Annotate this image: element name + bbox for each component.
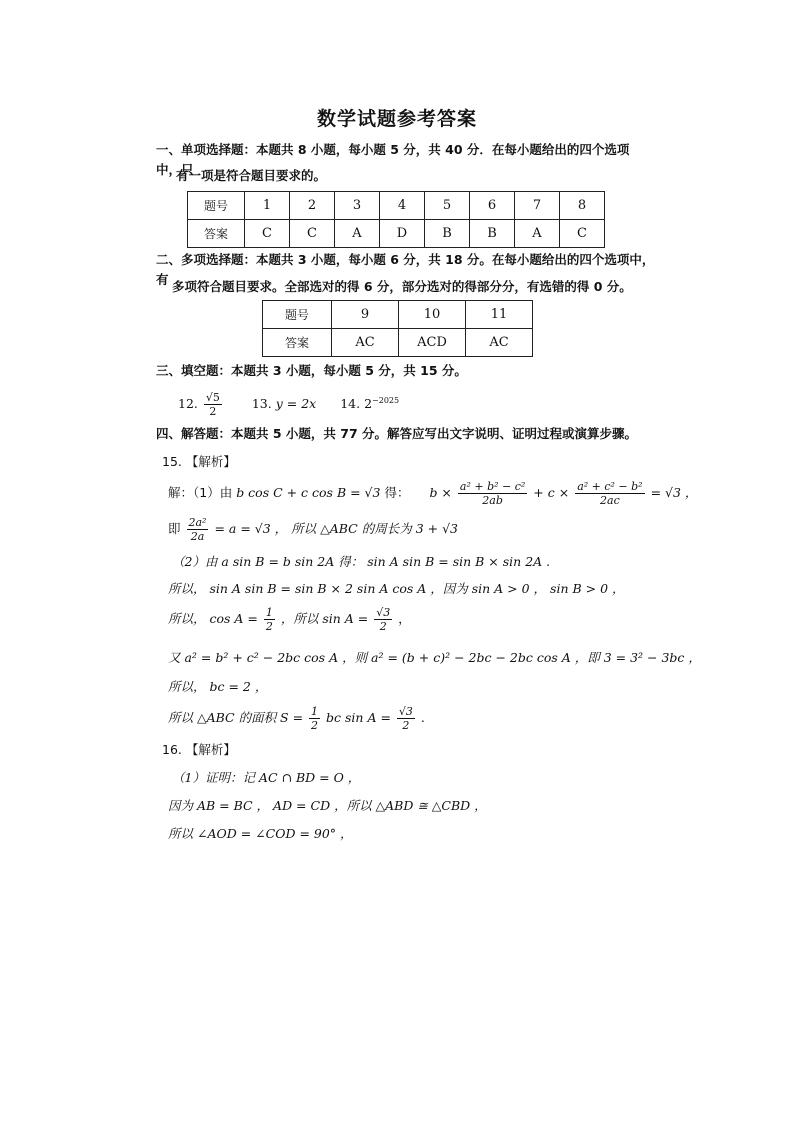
answer-cell: A <box>515 220 560 248</box>
q15-fraction1 <box>458 480 527 507</box>
q15-l8-prefix: 所以 △ABC 的面积 S = <box>168 710 304 725</box>
fill-in-answers <box>178 387 399 418</box>
q15-l1-de: 得： <box>384 485 410 500</box>
table-row <box>263 329 533 357</box>
section3-heading: 三、填空题：本题共 3 小题，每小题 5 分，共 15 分。 <box>156 363 467 378</box>
q15-line6: 又 a² = b² + c² − 2bc cos A ，则 a² = (b + c)² − 2bc − 2bc cos A ，即 3 = 3² − 3bc ， <box>168 650 701 665</box>
q15-l2-triangle: △ABC <box>320 521 358 536</box>
answer-cell: C <box>560 220 605 248</box>
q15-l5-f1-den: 2 <box>265 620 273 633</box>
q16-line1: （1）证明：记 AC ∩ BD = O ， <box>172 770 361 785</box>
q15-l5-mid: ，所以 sin A = <box>280 611 369 626</box>
question-number: 10 <box>399 301 466 329</box>
answer-header: 答案 <box>188 220 245 248</box>
answer-cell: B <box>425 220 470 248</box>
answer-cell: C <box>245 220 290 248</box>
q15-l8-f1-num: 1 <box>311 705 319 718</box>
q15-l5-prefix: 所以， cos A = <box>168 611 258 626</box>
q15-header: 15. 【解析】 <box>162 454 236 469</box>
q15-l1-mid: + c × <box>533 485 570 500</box>
q15-l2-fraction <box>187 516 209 543</box>
q12-numerator: √5 <box>205 391 220 405</box>
q15-l2-prefix: 即 <box>168 521 181 536</box>
q15-l1-end: = √3 ， <box>650 485 698 500</box>
q15-line2 <box>168 514 458 544</box>
question-number: 1 <box>245 192 290 220</box>
q15-l5-fraction2 <box>374 606 392 633</box>
section1-heading-cont: 有一项是符合题目要求的。 <box>176 168 327 183</box>
question-number: 5 <box>425 192 470 220</box>
q15-l1-expr: b cos C + c cos B = √3 <box>236 485 381 500</box>
q14-exponent: −2025 <box>372 396 400 405</box>
q12-fraction <box>204 391 222 418</box>
question-number: 2 <box>290 192 335 220</box>
table-row <box>263 301 533 329</box>
q15-line5 <box>168 603 411 635</box>
question-number: 3 <box>335 192 380 220</box>
q15-l1-b: b × <box>429 485 452 500</box>
q15-l8-fraction1 <box>309 705 320 732</box>
answer-cell: ACD <box>399 329 466 357</box>
question-number-header: 题号 <box>263 301 332 329</box>
question-number: 9 <box>332 301 399 329</box>
q15-l1-prefix: 解：（1）由 <box>168 485 233 500</box>
q15-l5-f1-num: 1 <box>265 606 273 619</box>
q15-l5-f2-num: √3 <box>376 606 391 619</box>
answer-cell: C <box>290 220 335 248</box>
section2-heading-cont: 多项符合题目要求。全部选对的得 6 分，部分选对的得部分分，有选错的得 0 分。 <box>172 279 632 294</box>
answer-header: 答案 <box>263 329 332 357</box>
q15-f1-den: 2ab <box>482 494 503 507</box>
q15-line7: 所以， bc = 2 ， <box>168 679 268 694</box>
question-number: 8 <box>560 192 605 220</box>
q15-l5-f2-den: 2 <box>379 620 387 633</box>
q15-l2-mid: = a = √3 ， 所以 <box>214 521 317 536</box>
section2-heading: 二、多项选择题：本题共 3 小题，每小题 6 分，共 18 分。在每小题给出的四个选项中，有 <box>156 252 655 287</box>
q15-l8-end: . <box>420 710 425 725</box>
q13-label: 13. <box>251 396 272 412</box>
answer-cell: AC <box>332 329 399 357</box>
q14-base: 2 <box>364 396 373 412</box>
q15-f2-den: 2ac <box>600 494 620 507</box>
section1-heading: 一、单项选择题：本题共 8 小题，每小题 5 分，共 40 分．在每小题给出的四个选项中，只 <box>156 142 630 177</box>
answer-cell: D <box>380 220 425 248</box>
question-number: 7 <box>515 192 560 220</box>
q15-line4: 所以， sin A sin B = sin B × 2 sin A cos A ，因为 sin A > 0 ， sin B > 0 ， <box>168 581 625 596</box>
question-number: 11 <box>466 301 533 329</box>
q15-l5-fraction1 <box>264 606 275 633</box>
q16-line3: 所以 ∠AOD = ∠COD = 90° ， <box>168 826 353 841</box>
q15-l8-f1-den: 2 <box>311 719 319 732</box>
section2-answer-table <box>262 300 533 357</box>
section1-answer-table <box>187 191 605 248</box>
q15-l8-f2-num: √3 <box>398 705 413 718</box>
q15-f1-num: a² + b² − c² <box>459 480 526 493</box>
answer-cell: A <box>335 220 380 248</box>
table-row <box>188 192 605 220</box>
q14-label: 14. <box>340 396 361 412</box>
section4-heading: 四、解答题：本题共 5 小题，共 77 分。解答应写出文字说明、证明过程或演算步骤。 <box>156 426 638 441</box>
q15-l8-fraction2 <box>397 705 415 732</box>
q15-l8-f2-den: 2 <box>402 719 410 732</box>
q15-l8-mid: bc sin A = <box>326 710 391 725</box>
answer-cell: B <box>470 220 515 248</box>
q15-f2-num: a² + c² − b² <box>577 480 643 493</box>
page-title: 数学试题参考答案 <box>316 108 477 130</box>
q16-line2: 因为 AB = BC ， AD = CD ，所以 △ABD ≅ △CBD ， <box>168 798 487 813</box>
q15-fraction2 <box>575 480 644 507</box>
q15-l2-den: 2a <box>190 530 205 543</box>
q15-line3: （2）由 a sin B = b sin 2A 得： sin A sin B = sin B × sin 2A . <box>172 554 551 569</box>
q12-label: 12. <box>178 396 198 412</box>
q15-l5-end: ， <box>398 611 411 626</box>
q16-header: 16. 【解析】 <box>162 742 236 757</box>
q15-l2-end: 的周长为 3 + √3 <box>361 521 458 536</box>
q13-answer: y = 2x <box>275 396 317 412</box>
table-row <box>188 220 605 248</box>
q15-l2-num: 2a² <box>188 516 207 529</box>
question-number-header: 题号 <box>188 192 245 220</box>
question-number: 4 <box>380 192 425 220</box>
answer-cell: AC <box>466 329 533 357</box>
q12-denominator: 2 <box>209 405 217 419</box>
question-number: 6 <box>470 192 515 220</box>
q15-line1 <box>168 478 697 508</box>
q15-line8 <box>168 702 425 734</box>
